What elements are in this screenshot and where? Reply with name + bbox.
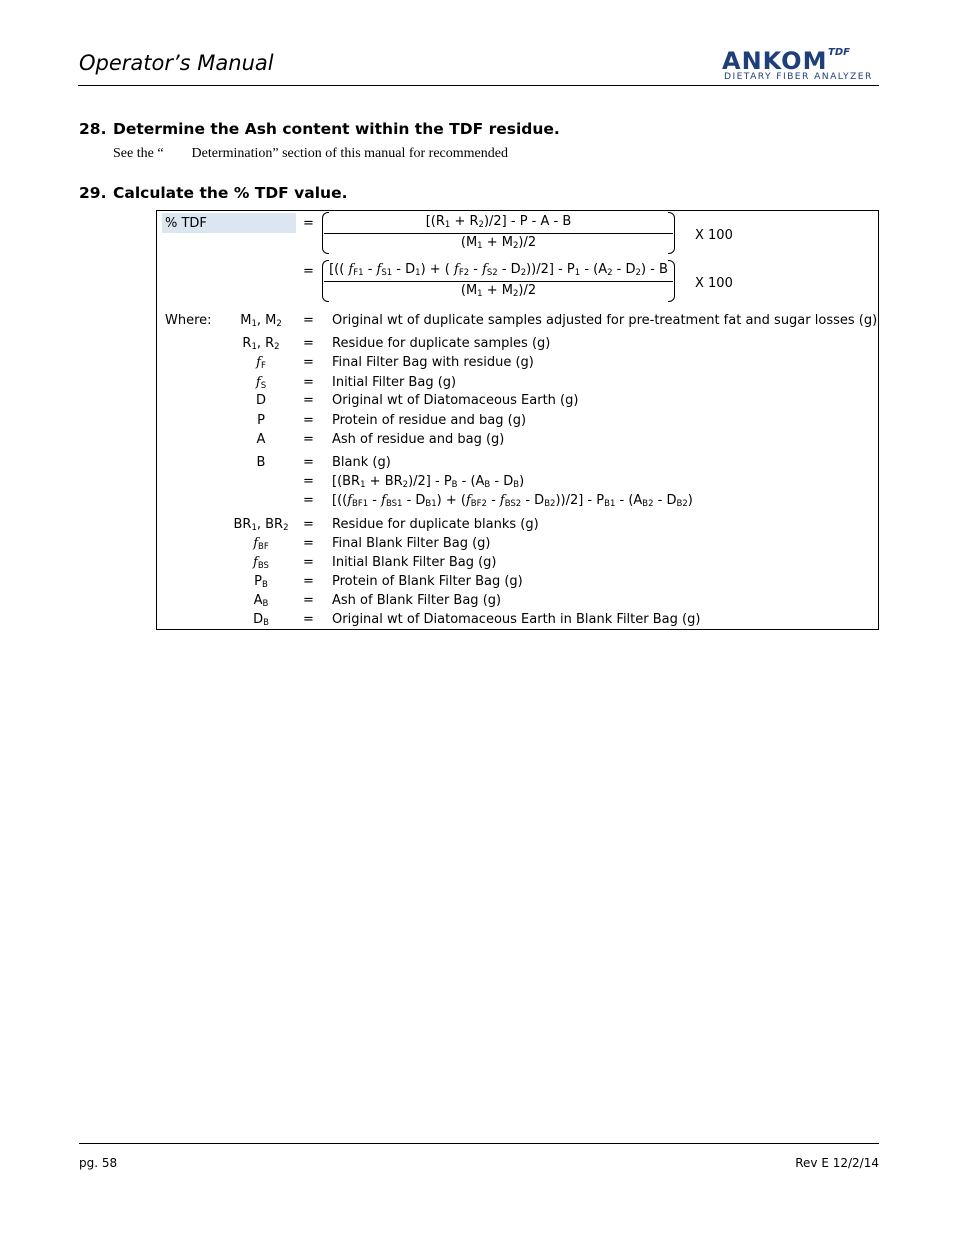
step-29-heading: Calculate the % TDF value. bbox=[113, 184, 348, 202]
def-m: Original wt of duplicate samples adjusted for pre-treatment fat and sugar losses (g) bbox=[332, 313, 878, 328]
equals-sign: = bbox=[303, 216, 314, 231]
var-ff: $f_F$ bbox=[256, 355, 266, 371]
def-pb: Protein of Blank Filter Bag (g) bbox=[332, 574, 523, 589]
def-b-formula-1: $[(BR_1 + BR_2)/2] - P_B - (A_B - D_B)$ bbox=[332, 474, 525, 490]
equals-sign: = bbox=[303, 393, 314, 408]
formula-fraction-2 bbox=[322, 260, 675, 304]
equals-sign: = bbox=[303, 336, 314, 351]
step-28-note bbox=[113, 146, 508, 162]
equals-sign: = bbox=[303, 493, 314, 508]
equals-sign: = bbox=[303, 593, 314, 608]
where-label: Where: bbox=[165, 313, 212, 328]
var-db: $D_B$ bbox=[253, 612, 269, 628]
fraction-2-numerator: [(( $f_{F1} - f_{S1} - D_1$) + ( $f_{F2} - f_{S2} - D_2))/2] - P_1 - (A_2 - D_2)$ - B bbox=[329, 262, 668, 278]
def-fs: Initial Filter Bag (g) bbox=[332, 375, 457, 390]
fraction-1-numerator: $[(R_1 + R_2)/2] - P - A - B$ bbox=[425, 214, 572, 230]
equals-sign: = bbox=[303, 313, 314, 328]
times-100-1: X 100 bbox=[695, 228, 733, 243]
def-b-formula-2: $[((f_{BF1} - f_{BS1} - D_{B1}) + (f_{BF2} - f_{BS2} - D_{B2}))/2] - P_{B1} - (A_{B2} - D_{B2})$ bbox=[332, 493, 693, 509]
logo-superscript: TDF bbox=[828, 47, 850, 58]
def-p: Protein of residue and bag (g) bbox=[332, 413, 527, 428]
equals-sign: = bbox=[303, 574, 314, 589]
def-db: Original wt of Diatomaceous Earth in Blank Filter Bag (g) bbox=[332, 612, 701, 627]
equals-sign: = bbox=[303, 474, 314, 489]
var-m1-m2: $M_1$, $M_2$ bbox=[240, 313, 282, 329]
formula-fraction-1 bbox=[322, 212, 675, 256]
equals-sign: = bbox=[303, 536, 314, 551]
step-29-number: 29. bbox=[79, 184, 107, 202]
def-fbf: Final Blank Filter Bag (g) bbox=[332, 536, 491, 551]
def-r: Residue for duplicate samples (g) bbox=[332, 336, 551, 351]
var-ab: $A_B$ bbox=[253, 593, 269, 609]
step-28-heading: Determine the Ash content within the TDF residue. bbox=[113, 120, 560, 138]
logo-tagline: DIETARY FIBER ANALYZER bbox=[724, 71, 873, 82]
ankom-logo bbox=[722, 49, 880, 81]
var-p: P bbox=[257, 413, 265, 428]
step-28-number: 28. bbox=[79, 120, 107, 138]
var-fbf: $f_{BF}$ bbox=[253, 536, 269, 552]
var-br1-br2: $BR_1$, $BR_2$ bbox=[233, 517, 289, 533]
equals-sign: = bbox=[303, 555, 314, 570]
times-100-2: X 100 bbox=[695, 276, 733, 291]
equals-sign: = bbox=[303, 375, 314, 390]
def-ff: Final Filter Bag with residue (g) bbox=[332, 355, 534, 370]
fraction-1-denominator: $(M_1 + M_2)/2$ bbox=[460, 235, 537, 251]
def-a: Ash of residue and bag (g) bbox=[332, 432, 505, 447]
equals-sign: = bbox=[303, 612, 314, 627]
logo-wordmark: ANKOM bbox=[722, 47, 828, 75]
var-r1-r2: $R_1$, $R_2$ bbox=[242, 336, 280, 352]
var-d: D bbox=[255, 393, 266, 408]
note-part-b: Determination” section of this manual for recommended bbox=[191, 146, 508, 161]
footer-divider bbox=[79, 1143, 879, 1144]
def-b: Blank (g) bbox=[332, 455, 391, 470]
page-number: pg. 58 bbox=[79, 1156, 118, 1170]
revision: Rev E 12/2/14 bbox=[795, 1156, 879, 1170]
note-part-a: See the “ bbox=[113, 146, 164, 161]
var-a: A bbox=[256, 432, 266, 447]
equals-sign: = bbox=[303, 432, 314, 447]
tdf-label: % TDF bbox=[162, 213, 296, 233]
def-fbs: Initial Blank Filter Bag (g) bbox=[332, 555, 497, 570]
def-ab: Ash of Blank Filter Bag (g) bbox=[332, 593, 502, 608]
def-br: Residue for duplicate blanks (g) bbox=[332, 517, 539, 532]
equals-sign: = bbox=[303, 264, 314, 279]
header-divider bbox=[78, 85, 879, 86]
equals-sign: = bbox=[303, 455, 314, 470]
equals-sign: = bbox=[303, 355, 314, 370]
var-b: B bbox=[256, 455, 266, 470]
def-d: Original wt of Diatomaceous Earth (g) bbox=[332, 393, 579, 408]
var-fs: $f_S$ bbox=[255, 375, 267, 391]
fraction-2-denominator: $(M_1 + M_2)/2$ bbox=[460, 283, 537, 299]
equals-sign: = bbox=[303, 517, 314, 532]
var-fbs: $f_{BS}$ bbox=[253, 555, 269, 571]
page-header-title: Operator’s Manual bbox=[79, 51, 274, 75]
equals-sign: = bbox=[303, 413, 314, 428]
var-pb: $P_B$ bbox=[254, 574, 268, 590]
